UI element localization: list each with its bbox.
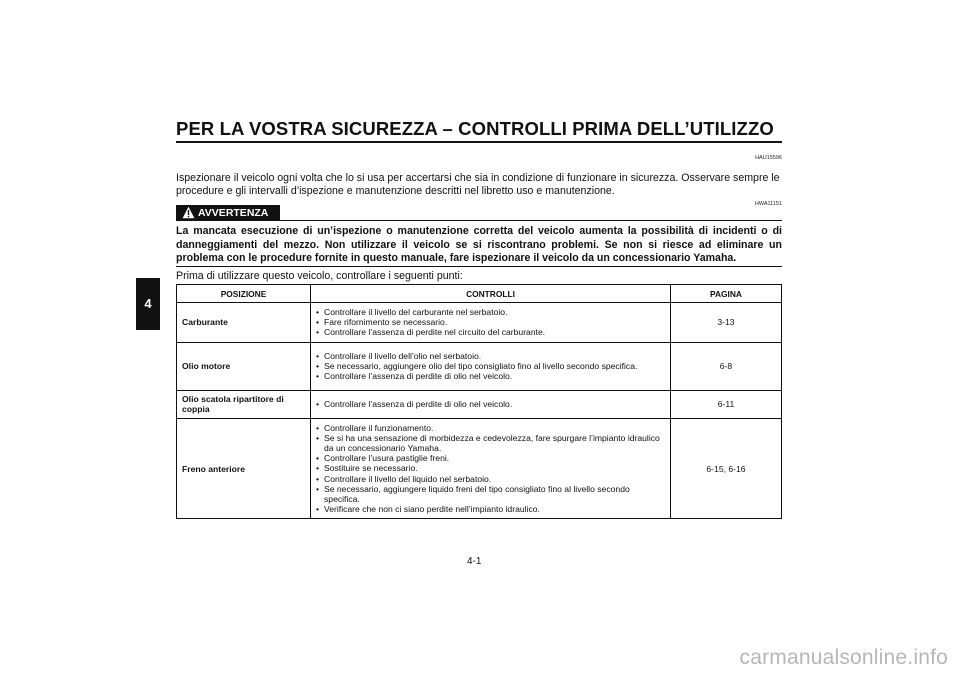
table-row xyxy=(177,303,782,343)
check-item: • Controllare l’assenza di perdite di olio nel veicolo. xyxy=(316,371,664,381)
table-row xyxy=(177,418,782,519)
intro-paragraph: Ispezionare il veicolo ogni volta che lo si usa per accertarsi che sia in condizione di funzionare in sicurezza. Osservare sempre le procedure e gli intervalli d’ispezione e manutenzione descritti nel libretto uso e manutenzione. xyxy=(176,172,780,197)
warning-bottom-rule xyxy=(176,266,782,267)
warning-text: La mancata esecuzione di un’ispezione o manutenzione corretta del veicolo aumenta la possibilità di incidenti o di danneggiamenti del mezzo. Non utilizzare il veicolo se si riscontrano problemi. Se non si riesce ad eliminare un problema con le procedure fornite in questo manuale, fare ispezionare il veicolo da un concessionario Yamaha. xyxy=(176,225,782,264)
warning-label: AVVERTENZA xyxy=(198,207,269,219)
page-title: PER LA VOSTRA SICUREZZA – CONTROLLI PRIMA DELL’UTILIZZO xyxy=(176,118,774,139)
row-page: 6-8 xyxy=(671,342,782,390)
row-checks xyxy=(311,303,671,343)
table-row xyxy=(177,342,782,390)
warning-triangle-icon xyxy=(182,206,195,224)
header-checks: CONTROLLI xyxy=(311,285,671,303)
check-item: • Controllare il livello dell’olio nel serbatoio. xyxy=(316,351,664,361)
check-item: • Verificare che non ci siano perdite nell’impianto idraulico. xyxy=(316,504,664,514)
header-page: PAGINA xyxy=(671,285,782,303)
row-position: Olio motore xyxy=(177,342,311,390)
warning-badge xyxy=(176,205,280,221)
chapter-tab: 4 xyxy=(136,278,160,330)
check-item: • Sostituire se necessario. xyxy=(316,463,664,473)
checks-table xyxy=(176,284,782,519)
watermark: carmanualsonline.info xyxy=(739,646,948,669)
row-page: 6-11 xyxy=(671,390,782,418)
check-item: • Controllare l’assenza di perdite di olio nel veicolo. xyxy=(316,399,664,409)
table-header-row xyxy=(177,285,782,303)
check-item: • Se necessario, aggiungere liquido freni del tipo consigliato fino al livello secondo specifica. xyxy=(316,484,664,504)
table-row xyxy=(177,390,782,418)
row-checks xyxy=(311,342,671,390)
check-item: • Se si ha una sensazione di morbidezza e cedevolezza, fare spurgare l’impianto idraulico da un concessionario Yamaha. xyxy=(316,433,664,453)
row-checks xyxy=(311,390,671,418)
row-position: Freno anteriore xyxy=(177,418,311,519)
check-item: • Controllare l’assenza di perdite nel circuito del carburante. xyxy=(316,327,664,337)
row-position: Olio scatola ripartitore di coppia xyxy=(177,390,311,418)
warning-rule xyxy=(280,220,782,221)
check-item: • Fare rifornimento se necessario. xyxy=(316,317,664,327)
page-number: 4-1 xyxy=(467,556,482,567)
row-page: 3-13 xyxy=(671,303,782,343)
warning-code: HWA11151 xyxy=(754,201,782,207)
check-item: • Controllare il livello del liquido nel serbatoio. xyxy=(316,474,664,484)
check-item: • Se necessario, aggiungere olio del tipo consigliato fino al livello secondo specifica. xyxy=(316,361,664,371)
row-page: 6-15, 6-16 xyxy=(671,418,782,519)
intro-code: HAU15596 xyxy=(755,155,782,161)
check-item: • Controllare il livello del carburante nel serbatoio. xyxy=(316,307,664,317)
title-rule xyxy=(176,141,782,143)
row-checks xyxy=(311,418,671,519)
row-position: Carburante xyxy=(177,303,311,343)
lead-sentence: Prima di utilizzare questo veicolo, controllare i seguenti punti: xyxy=(176,270,463,282)
check-item: • Controllare il funzionamento. xyxy=(316,423,664,433)
header-position: POSIZIONE xyxy=(177,285,311,303)
check-item: • Controllare l’usura pastiglie freni. xyxy=(316,453,664,463)
